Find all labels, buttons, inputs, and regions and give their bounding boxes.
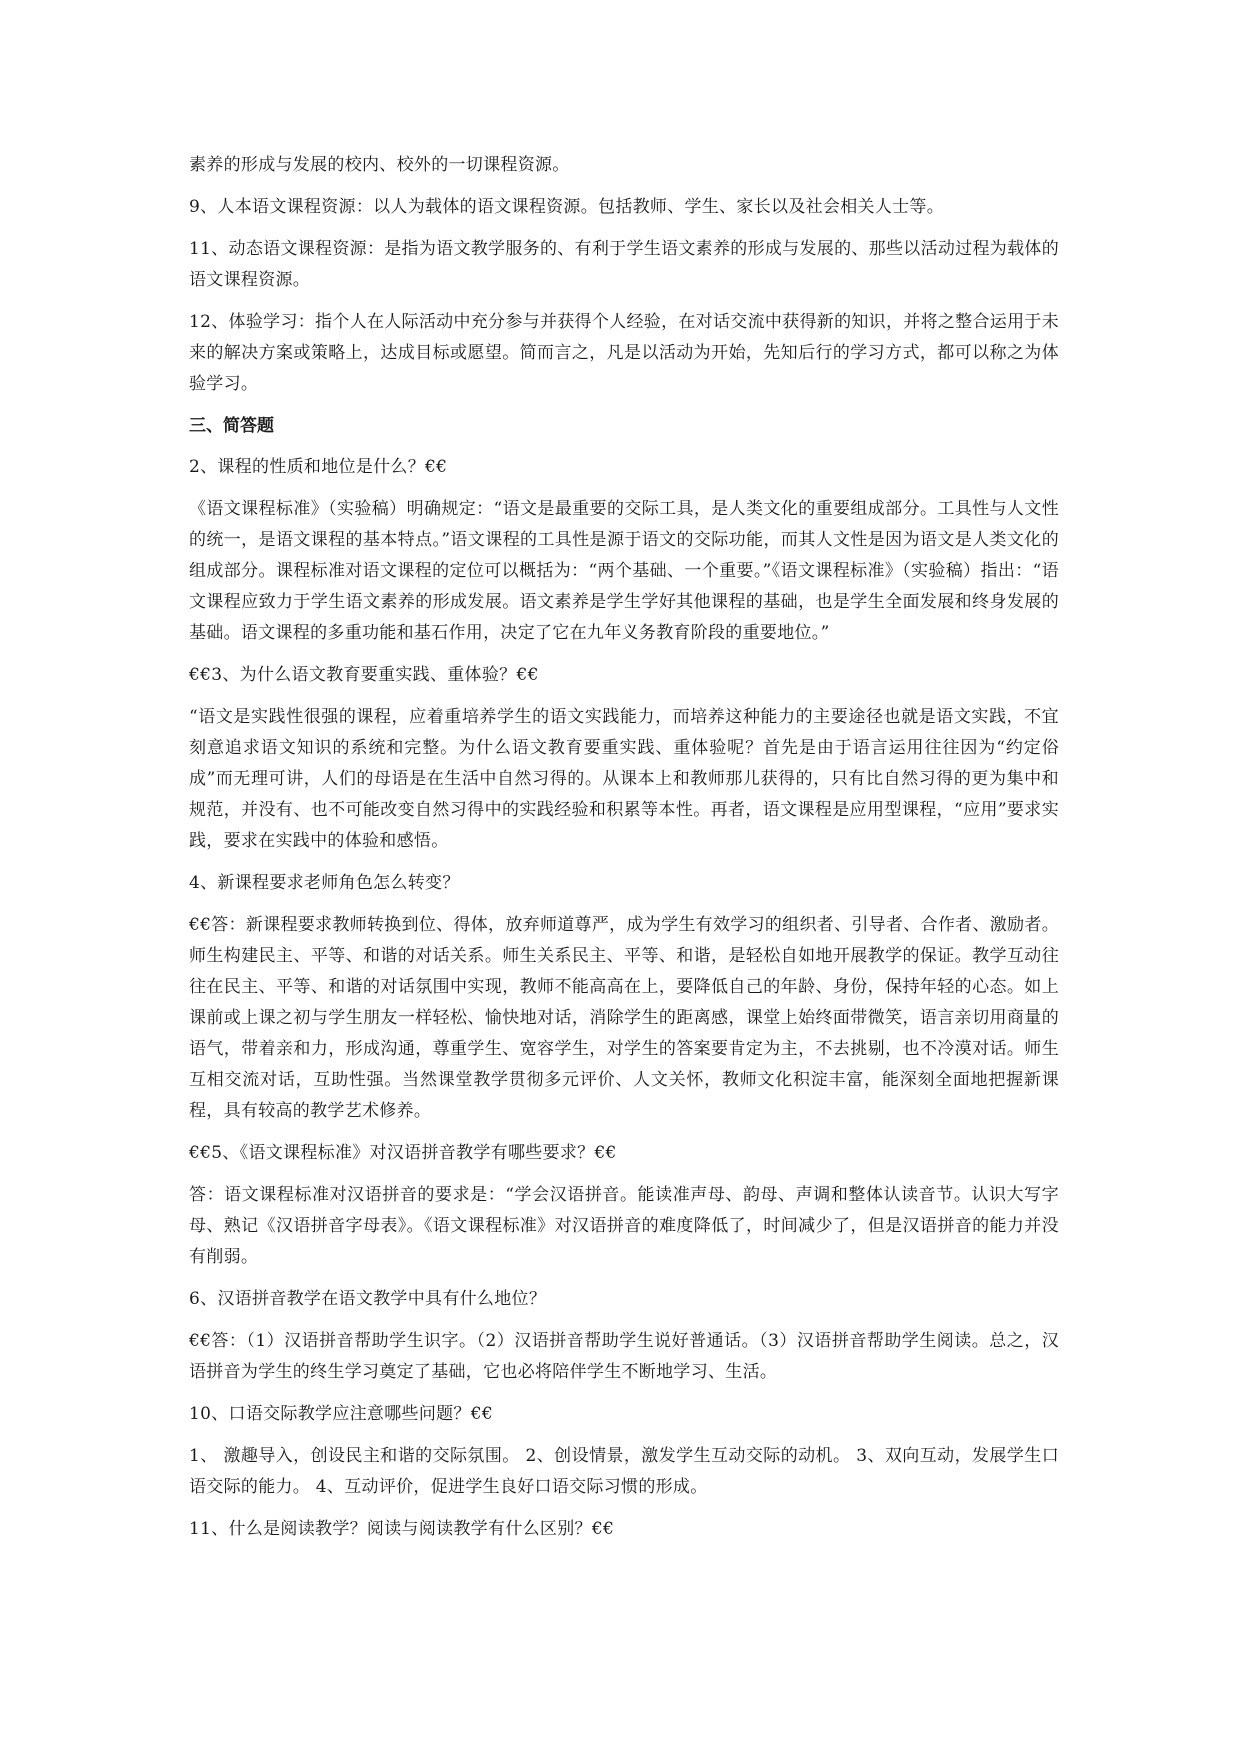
- document-page: [189, 150, 1059, 1556]
- question-4: 4、新课程要求老师角色怎么转变？: [189, 873, 460, 893]
- section-heading-short-answer: 三、简答题: [189, 416, 274, 436]
- question-11: 11、什么是阅读教学？阅读与阅读教学有什么区别？€€: [189, 1519, 615, 1539]
- question-6: 6、汉语拼音教学在语文教学中具有什么地位？: [189, 1289, 547, 1309]
- answer-2: 《语文课程标准》（实验稿）明确规定：“语文是最重要的交际工具，是人类文化的重要组成部分。工具性与人文性的统一，是语文课程的基本特点。”语文课程的工具性是源于语文的交际功能，而其人文性是因为语文是人类文化的组成部分。课程标准对语文课程的定位可以概括为：“两个基础、一个重要。”《语文课程标准》（实验稿）指出：“语文课程应致力于学生语文素养的形成发展。语文素养是学生学好其他课程的基础，也是学生全面发展和终身发展的基础。语文课程的多重功能和基石作用，决定了它在九年义务教育阶段的重要地位。”: [189, 499, 1059, 643]
- answer-3: “语文是实践性很强的课程，应着重培养学生的语文实践能力，而培养这种能力的主要途径也就是语文实践，不宜刻意追求语文知识的系统和完整。为什么语文教育要重实践、重体验呢？首先是由于语言运用往往因为“约定俗成”而无理可讲，人们的母语是在生活中自然习得的。从课本上和教师那儿获得的，只有比自然习得的更为集中和规范，并没有、也不可能改变自然习得中的实践经验和积累等本性。再者，语文课程是应用型课程，“应用”要求实践，要求在实践中的体验和感悟。: [189, 707, 1059, 851]
- paragraph-experiential-learning: 12、体验学习：指个人在人际活动中充分参与并获得个人经验，在对话交流中获得新的知识，并将之整合运用于未来的解决方案或策略上，达成目标或愿望。简而言之，凡是以活动为开始，先知后行的学习方式，都可以称之为体验学习。: [189, 312, 1059, 394]
- paragraph-dynamic-resource: 11、动态语文课程资源：是指为语文教学服务的、有利于学生语文素养的形成与发展的、那些以活动过程为载体的语文课程资源。: [189, 239, 1059, 290]
- paragraph-resource-definition-tail: 素养的形成与发展的校内、校外的一切课程资源。: [189, 155, 570, 175]
- question-2: 2、课程的性质和地位是什么？€€: [189, 457, 448, 477]
- paragraph-human-resource: 9、人本语文课程资源：以人为载体的语文课程资源。包括教师、学生、家长以及社会相关人士等。: [189, 197, 945, 217]
- answer-10: 1、 激趣导入，创设民主和谐的交际氛围。 2、创设情景，激发学生互动交际的动机。 3、双向互动，发展学生口语交际的能力。 4、互动评价，促进学生良好口语交际习惯的形成。: [189, 1446, 1059, 1497]
- question-5: €€5、《语文课程标准》对汉语拼音教学有哪些要求？€€: [189, 1143, 617, 1163]
- answer-6: €€答：（1）汉语拼音帮助学生识字。（2）汉语拼音帮助学生说好普通话。（3）汉语拼音帮助学生阅读。总之，汉语拼音为学生的终生学习奠定了基础，它也必将陪伴学生不断地学习、生活。: [189, 1331, 1059, 1382]
- question-10: 10、口语交际教学应注意哪些问题？€€: [189, 1404, 493, 1424]
- answer-5: 答：语文课程标准对汉语拼音的要求是：“学会汉语拼音。能读准声母、韵母、声调和整体认读音节。认识大写字母、熟记《汉语拼音字母表》。《语文课程标准》对汉语拼音的难度降低了，时间减少了，但是汉语拼音的能力并没有削弱。: [189, 1185, 1059, 1267]
- answer-4: €€答：新课程要求教师转换到位、得体，放弃师道尊严，成为学生有效学习的组织者、引导者、合作者、激励者。师生构建民主、平等、和谐的对话关系。师生关系民主、平等、和谐，是轻松自如地开展教学的保证。教学互动往往在民主、平等、和谐的对话氛围中实现，教师不能高高在上，要降低自己的年龄、身份，保持年轻的心态。如上课前或上课之初与学生朋友一样轻松、愉快地对话，消除学生的距离感，课堂上始终面带微笑，语言亲切用商量的语气，带着亲和力，形成沟通，尊重学生、宽容学生，对学生的答案要肯定为主，不去挑剔，也不冷漠对话。师生互相交流对话，互助性强。当然课堂教学贯彻多元评价、人文关怀，教师文化积淀丰富，能深刻全面地把握新课程，具有较高的教学艺术修养。: [189, 915, 1059, 1121]
- question-3: €€3、为什么语文教育要重实践、重体验？€€: [189, 665, 539, 685]
